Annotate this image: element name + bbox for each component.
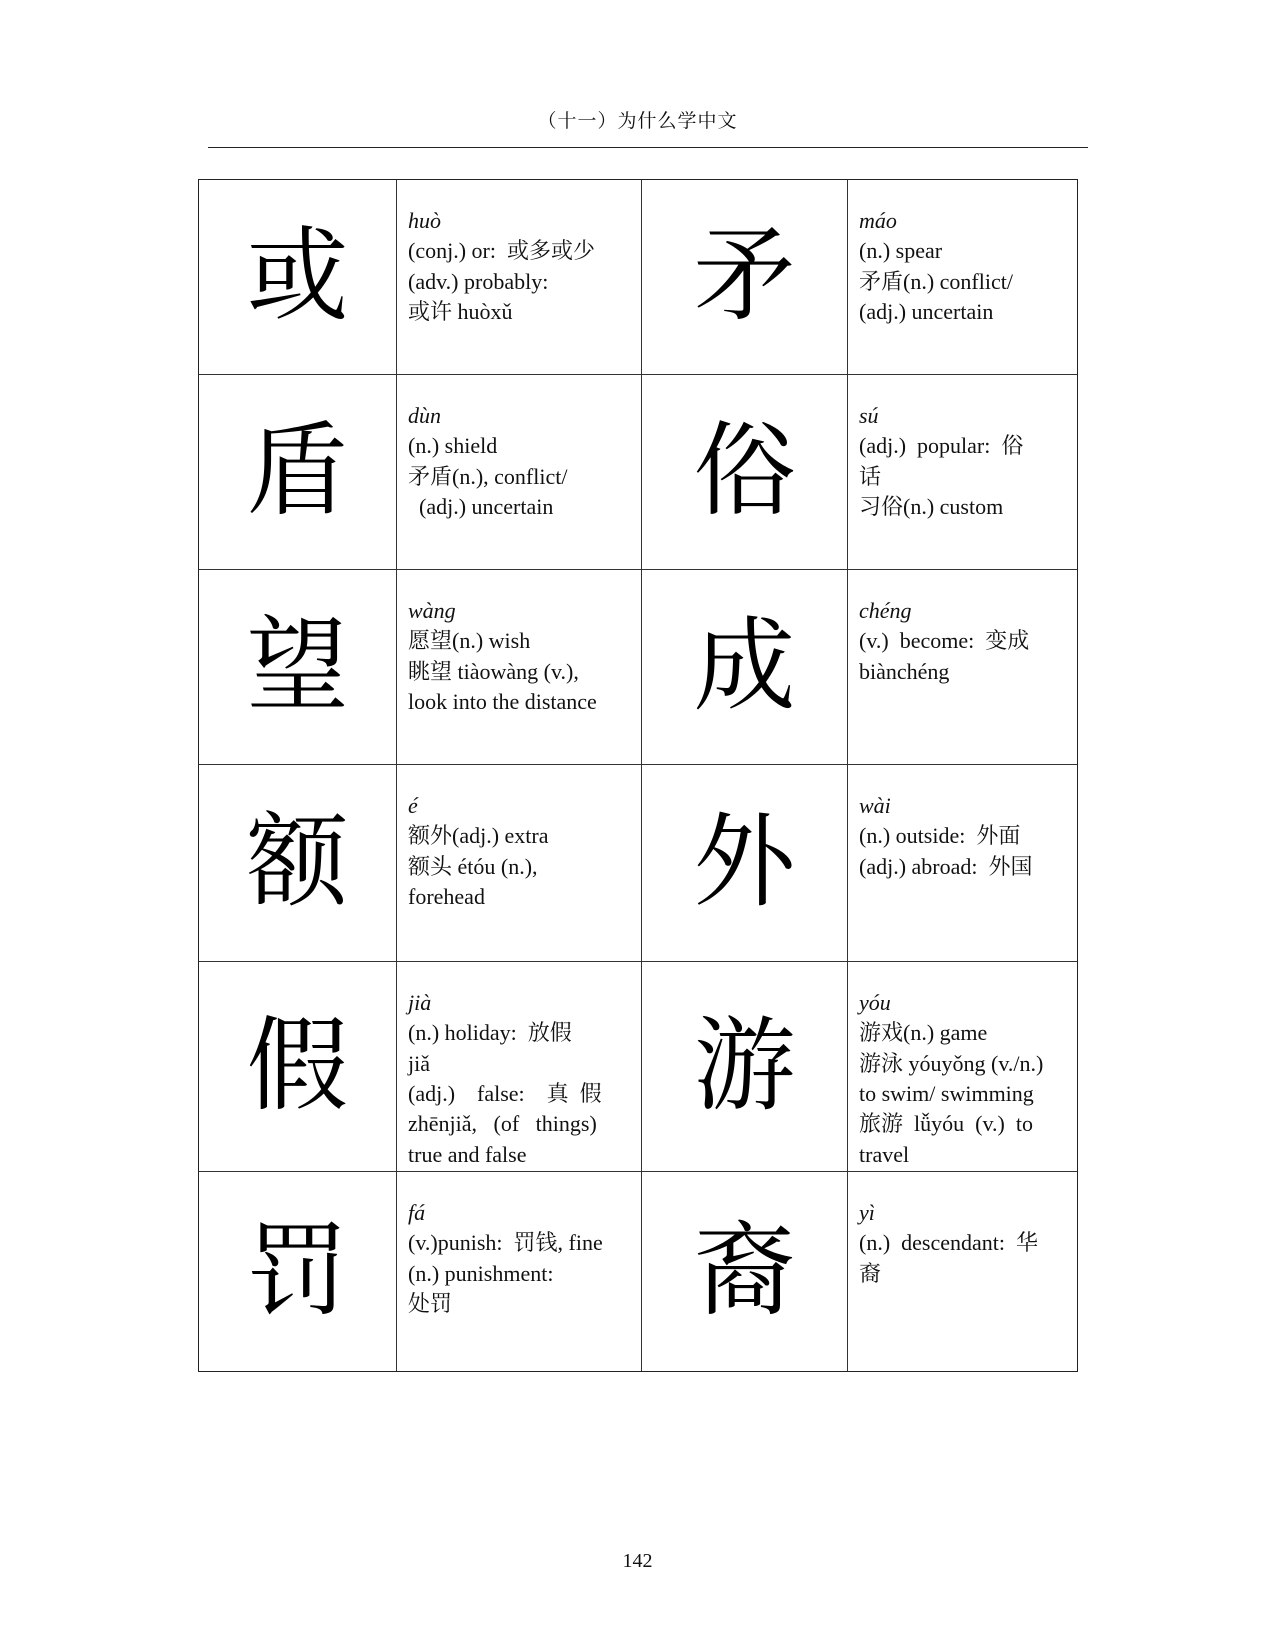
vocab-definition-line: jiǎ	[408, 1050, 430, 1076]
vocab-character: 或	[199, 180, 397, 375]
page-number: 142	[622, 1550, 653, 1572]
vocab-pinyin: yóu	[859, 990, 891, 1015]
header-rule	[208, 147, 1088, 148]
vocab-definition-line: 额头 étóu (n.),	[408, 853, 538, 879]
vocab-character: 裔	[642, 1172, 848, 1371]
vocab-definition-line: 眺望 tiàowàng (v.),	[408, 658, 579, 684]
vocabulary-table	[198, 179, 1078, 1372]
vocab-character: 游	[642, 962, 848, 1172]
vocab-definition-line: 额外(adj.) extra	[408, 823, 549, 849]
vocab-pinyin: fá	[408, 1200, 426, 1225]
vocab-definition-line: 游戏(n.) game	[859, 1020, 988, 1046]
vocab-definition-line: (n.) outside: 外面	[859, 823, 1021, 849]
vocab-pinyin: máo	[859, 208, 897, 233]
vocab-definition-line: 矛盾(n.), conflict/	[408, 463, 568, 489]
vocab-character: 外	[642, 765, 848, 962]
vocab-pinyin: huò	[408, 208, 441, 233]
vocab-definition-line: (n.) holiday: 放假	[408, 1020, 572, 1046]
vocab-definition	[848, 375, 1077, 570]
vocab-definition-line: (adj.) uncertain	[859, 299, 994, 325]
vocab-definition	[848, 962, 1077, 1172]
vocab-definition-line: (adj.) popular: 俗	[859, 433, 1024, 459]
vocab-character: 俗	[642, 375, 848, 570]
vocab-definition	[397, 570, 642, 765]
vocab-definition-line: biànchéng	[859, 658, 950, 684]
vocab-pinyin: jià	[408, 990, 432, 1015]
page-header-title: （十一）为什么学中文	[537, 111, 738, 132]
vocab-definition	[848, 1172, 1077, 1371]
vocab-definition	[397, 375, 642, 570]
vocab-definition-line: (n.) shield	[408, 433, 498, 459]
vocab-definition-line: (adv.) probably:	[408, 268, 549, 294]
vocab-definition	[848, 570, 1077, 765]
vocab-character: 罚	[199, 1172, 397, 1371]
vocab-character: 盾	[199, 375, 397, 570]
vocab-definition-line: (n.) descendant: 华	[859, 1230, 1038, 1256]
vocab-definition	[397, 765, 642, 962]
vocab-character: 额	[199, 765, 397, 962]
vocab-pinyin: wài	[859, 793, 891, 818]
vocab-pinyin: wàng	[408, 598, 456, 623]
vocab-definition-line: 游泳 yóuyǒng (v./n.)	[859, 1050, 1044, 1076]
vocab-pinyin: sú	[859, 403, 879, 428]
vocab-definition	[848, 180, 1077, 375]
vocab-definition-line: 话	[859, 463, 882, 489]
vocab-definition-line: 愿望(n.) wish	[408, 628, 531, 654]
vocab-pinyin: dùn	[408, 403, 441, 428]
vocab-character: 成	[642, 570, 848, 765]
vocab-definition-line: 习俗(n.) custom	[859, 494, 1004, 520]
vocab-definition-line: true and false	[408, 1141, 527, 1167]
vocab-definition-line: (n.) spear	[859, 238, 943, 264]
vocab-definition-line: (conj.) or: 或多或少	[408, 238, 595, 264]
vocab-definition-line: 旅游 lǚyóu (v.) to	[859, 1111, 1033, 1137]
vocab-definition	[848, 765, 1077, 962]
vocab-definition-line: (adj.) uncertain	[408, 494, 554, 520]
vocab-definition-line: 处罚	[408, 1291, 453, 1317]
vocab-definition-line: (n.) punishment:	[408, 1260, 554, 1286]
vocab-pinyin: yì	[859, 1200, 875, 1225]
vocab-definition-line: zhēnjiǎ, (of things)	[408, 1111, 597, 1137]
vocab-definition	[397, 180, 642, 375]
vocab-definition-line: 裔	[859, 1260, 882, 1286]
vocab-pinyin: é	[408, 793, 418, 818]
vocab-definition	[397, 962, 642, 1172]
vocab-definition-line: look into the distance	[408, 689, 597, 715]
vocab-definition-line: 矛盾(n.) conflict/	[859, 268, 1013, 294]
vocab-definition-line: travel	[859, 1141, 910, 1167]
vocab-definition-line: (v.)punish: 罚钱, fine	[408, 1230, 603, 1256]
vocab-character: 矛	[642, 180, 848, 375]
vocab-definition-line: (v.) become: 变成	[859, 628, 1030, 654]
vocab-pinyin: chéng	[859, 598, 912, 623]
vocab-definition-line: (adj.) false: 真 假	[408, 1081, 602, 1107]
vocab-character: 望	[199, 570, 397, 765]
vocab-character: 假	[199, 962, 397, 1172]
vocab-definition-line: to swim/ swimming	[859, 1081, 1034, 1107]
vocab-definition-line: forehead	[408, 884, 485, 910]
vocab-definition-line: 或许 huòxǔ	[408, 299, 513, 325]
vocab-definition	[397, 1172, 642, 1371]
vocab-definition-line: (adj.) abroad: 外国	[859, 853, 1033, 879]
